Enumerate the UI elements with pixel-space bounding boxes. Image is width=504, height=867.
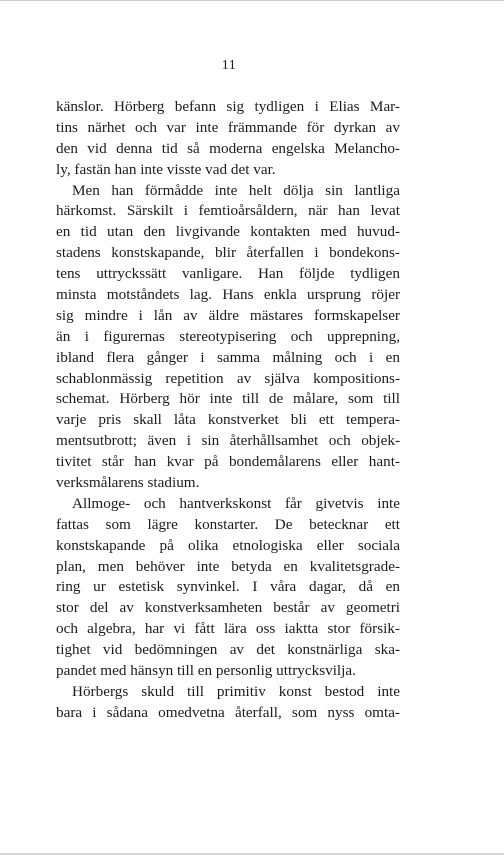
- text-line: tins närhet och var inte främmande för dyrkan av: [56, 118, 400, 136]
- text-line: ring ur estetisk synvinkel. I våra dagar, då en: [56, 578, 400, 596]
- text-line: plan, men behöver inte betyda en kvalitetsgrade-: [56, 557, 400, 575]
- text-line: en tid utan den livgivande kontakten med huvud-: [56, 223, 400, 241]
- text-line: härkomst. Särskilt i femtioårsåldern, när han levat: [56, 202, 400, 220]
- text-line: ly, fastän han inte visste vad det var.: [56, 160, 276, 178]
- text-line: varje pris skall låta konstverket bli ett tempera-: [56, 411, 400, 429]
- text-line: tens uttryckssätt vanligare. Han följde tydligen: [56, 265, 400, 283]
- text-line: mentsutbrott; även i sin återhållsamhet och objek-: [56, 432, 400, 450]
- text-line: Allmoge- och hantverkskonst får givetvis inte: [72, 494, 400, 512]
- text-line: konstskapande på olika etnologiska eller sociala: [56, 536, 400, 554]
- text-line: pandet med hänsyn till en personlig uttrycksvilja.: [56, 662, 356, 680]
- text-line: stor del av konstverksamheten består av geometri: [56, 599, 400, 617]
- text-line: än i figurernas stereotypisering och upprepning,: [56, 327, 400, 345]
- text-line: Men han förmådde inte helt dölja sin lantliga: [72, 181, 400, 199]
- text-line: bara i sådana omedvetna återfall, som nyss omta-: [56, 703, 400, 721]
- text-line: verksmålarens stadium.: [56, 474, 200, 492]
- text-line: ibland flera gånger i samma målning och i en: [56, 348, 400, 366]
- text-line: och algebra, har vi fått lära oss iaktta stor försik-: [56, 620, 400, 638]
- text-line: tivitet står han kvar på bondemålarens eller hant-: [56, 453, 400, 471]
- page-top-edge: [0, 0, 504, 1]
- body-text: [56, 97, 400, 724]
- text-line: känslor. Hörberg befann sig tydligen i Elias Mar-: [56, 98, 400, 115]
- text-line: schemat. Hörberg hör inte till de målare, som till: [56, 390, 400, 408]
- text-line: stadens konstskapande, blir återfallen i bondekons-: [56, 244, 400, 262]
- page-bottom-edge: [0, 853, 504, 855]
- text-line: den vid denna tid så moderna engelska Melancho-: [56, 139, 400, 157]
- text-line: minsta motståndets lag. Hans enkla ursprung röjer: [56, 286, 400, 304]
- text-line: sig mindre i lån av äldre mästares formskapelser: [56, 306, 400, 324]
- text-line: schablonmässig repetition av själva kompositions-: [56, 369, 400, 387]
- text-line: Hörbergs skuld till primitiv konst bestod inte: [72, 682, 400, 700]
- page-number: 11: [221, 58, 237, 73]
- text-line: tighet vid bedömningen av det konstnärliga ska-: [56, 641, 400, 659]
- text-line: fattas som lägre konstarter. De betecknar ett: [56, 515, 400, 533]
